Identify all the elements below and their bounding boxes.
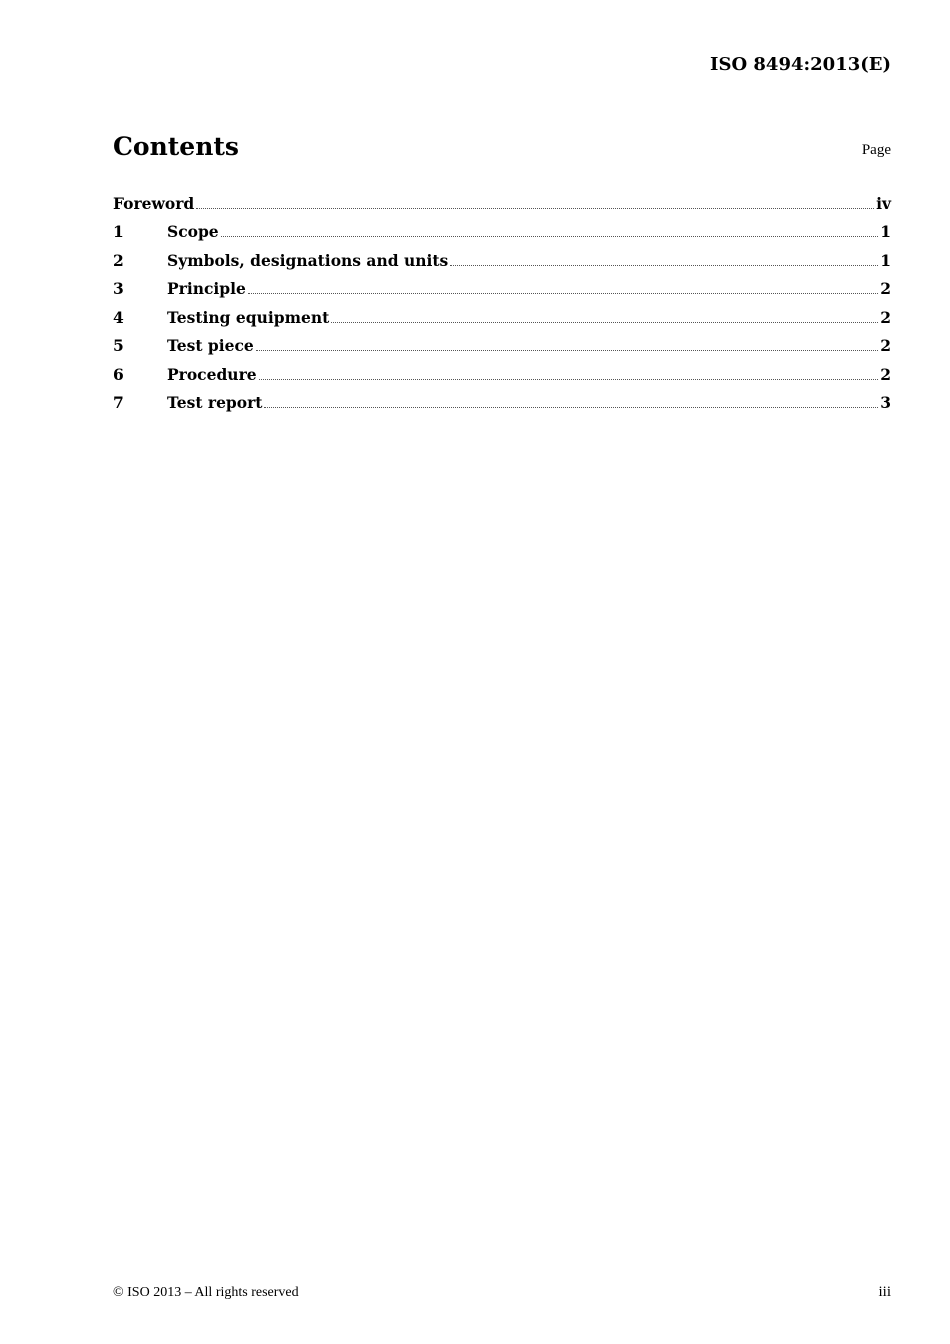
copyright-notice: © ISO 2013 – All rights reserved — [113, 1285, 299, 1300]
toc-entry-number: 5 — [113, 336, 124, 355]
toc-entry-title[interactable]: Foreword — [113, 193, 195, 213]
toc-entry-page[interactable]: 2 — [880, 336, 891, 355]
toc-entry-principle[interactable] — [113, 270, 891, 299]
toc-entry-title[interactable]: Procedure — [167, 364, 257, 384]
toc-entry-title[interactable]: Symbols, designations and units — [167, 250, 449, 270]
toc-entry-scope[interactable] — [113, 213, 891, 242]
toc-entry-test-report[interactable] — [113, 384, 891, 413]
document-identifier: ISO 8494:2013(E) — [710, 54, 891, 75]
toc-entry-procedure[interactable] — [113, 355, 891, 384]
toc-entry-title[interactable]: Principle — [167, 279, 246, 298]
table-of-contents — [113, 184, 891, 412]
contents-heading: Contents — [113, 132, 240, 161]
toc-entry-title[interactable]: Scope — [167, 222, 219, 241]
dot-leader — [331, 321, 878, 323]
toc-entry-number: 4 — [113, 307, 124, 327]
page-column-label: Page — [861, 142, 891, 158]
toc-entry-number: 2 — [113, 250, 124, 270]
dot-leader — [256, 349, 878, 351]
dot-leader — [248, 292, 878, 294]
page-number: iii — [878, 1284, 891, 1300]
toc-entry-number: 3 — [113, 279, 124, 298]
dot-leader — [259, 378, 879, 380]
dot-leader — [221, 235, 879, 237]
toc-entry-number: 1 — [113, 222, 124, 241]
toc-entry-page[interactable]: 3 — [880, 393, 891, 412]
toc-entry-page[interactable]: 1 — [880, 222, 891, 241]
toc-entry-number: 7 — [113, 393, 124, 412]
toc-entry-test-piece[interactable] — [113, 327, 891, 356]
toc-entry-title[interactable]: Testing equipment — [167, 307, 330, 327]
toc-entry-page[interactable]: 2 — [880, 307, 891, 327]
dot-leader — [196, 207, 874, 209]
toc-entry-page[interactable]: 2 — [880, 364, 891, 384]
dot-leader — [264, 406, 878, 408]
toc-entry-page[interactable]: iv — [876, 193, 891, 213]
toc-entry-page[interactable]: 2 — [880, 279, 891, 298]
toc-entry-number: 6 — [113, 364, 124, 384]
toc-entry-testing-equipment[interactable] — [113, 298, 891, 327]
toc-entry-title[interactable]: Test report — [167, 393, 263, 412]
toc-entry-foreword[interactable] — [113, 184, 891, 213]
dot-leader — [450, 264, 878, 266]
toc-entry-page[interactable]: 1 — [880, 250, 891, 270]
toc-entry-symbols[interactable] — [113, 241, 891, 270]
toc-entry-title[interactable]: Test piece — [167, 336, 254, 355]
